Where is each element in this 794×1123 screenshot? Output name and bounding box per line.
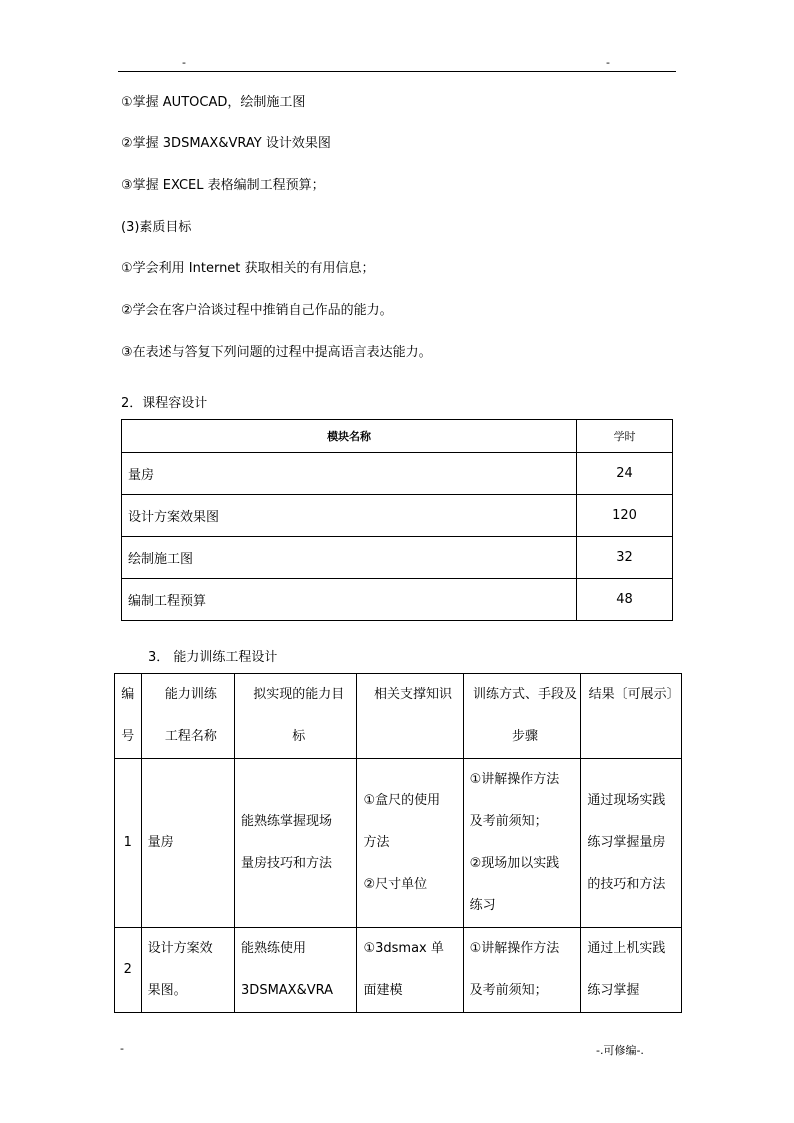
module-name-cell: 绘制施工图 bbox=[122, 537, 577, 579]
table-row bbox=[115, 759, 682, 928]
hours-header: 学时 bbox=[577, 420, 673, 453]
row-no-cell: 2 bbox=[115, 928, 142, 1013]
paragraph-internet: ①学会利用 Internet 获取相关的有用信息； bbox=[121, 261, 375, 276]
header-knowledge bbox=[357, 674, 463, 759]
project-name-cell bbox=[141, 759, 234, 928]
paragraph-autocad: ①掌握 AUTOCAD，绘制施工图 bbox=[121, 95, 306, 110]
cell-line: 练习掌握 bbox=[587, 983, 640, 998]
knowledge-cell bbox=[357, 928, 463, 1013]
cell-line: 面建模 bbox=[363, 983, 403, 998]
cell-line: 量房技巧和方法 bbox=[241, 856, 333, 871]
header-left-mark: - bbox=[182, 56, 186, 69]
header-text: 标 bbox=[292, 729, 306, 744]
cell-line: ①3dsmax 单 bbox=[363, 941, 444, 956]
result-cell bbox=[581, 759, 682, 928]
header-text: 相关支撑知识 bbox=[374, 687, 453, 702]
project-name-cell bbox=[141, 928, 234, 1013]
module-name-cell: 编制工程预算 bbox=[122, 579, 577, 621]
training-project-table bbox=[114, 673, 682, 1013]
course-content-table bbox=[121, 419, 673, 621]
cell-line: 及考前须知； bbox=[469, 814, 548, 829]
cell-line: 设计方案效 bbox=[147, 941, 213, 956]
module-name-header: 模块名称 bbox=[122, 420, 577, 453]
cell-line: 能熟练掌握现场 bbox=[241, 814, 333, 829]
knowledge-cell bbox=[357, 759, 463, 928]
paragraph-quality-goal: (3)素质目标 bbox=[121, 220, 192, 235]
cell-line: 通过上机实践 bbox=[587, 941, 666, 956]
header-text: 工程名称 bbox=[164, 729, 217, 744]
paragraph-client: ②学会在客户洽谈过程中推销自己作品的能力。 bbox=[121, 303, 393, 318]
cell-line: ①盒尺的使用 bbox=[363, 793, 441, 808]
cell-line: 方法 bbox=[363, 835, 390, 850]
header-rule bbox=[118, 71, 676, 72]
cell-line: 通过现场实践 bbox=[587, 793, 666, 808]
cell-line: 练习 bbox=[469, 898, 496, 913]
header-no bbox=[115, 674, 142, 759]
table-header-row bbox=[115, 674, 682, 759]
cell-line: 练习掌握量房 bbox=[587, 835, 666, 850]
module-name-cell: 设计方案效果图 bbox=[122, 495, 577, 537]
header-text: 训练方式、手段及 bbox=[472, 687, 577, 702]
header-text: 号 bbox=[121, 729, 135, 744]
header-project-name bbox=[141, 674, 234, 759]
cell-line: ②尺寸单位 bbox=[363, 877, 428, 892]
section-3-title: 3． 能力训练工程设计 bbox=[148, 650, 278, 665]
row-no-cell: 1 bbox=[115, 759, 142, 928]
cell-line: 量房 bbox=[147, 835, 174, 850]
header-ability-goal bbox=[235, 674, 357, 759]
cell-line: 的技巧和方法 bbox=[587, 877, 666, 892]
paragraph-3dsmax: ②掌握 3DSMAX&VRAY 设计效果图 bbox=[121, 136, 331, 151]
header-right-mark: - bbox=[606, 56, 610, 69]
table-header-row bbox=[122, 420, 673, 453]
module-name-cell: 量房 bbox=[122, 453, 577, 495]
paragraph-expression: ③在表述与答复下列问题的过程中提高语言表达能力。 bbox=[121, 345, 432, 360]
header-result bbox=[581, 674, 682, 759]
footer-left-mark: - bbox=[120, 1042, 124, 1055]
cell-line: 果图。 bbox=[147, 983, 187, 998]
table-row bbox=[122, 579, 673, 621]
header-method bbox=[463, 674, 581, 759]
header-text: 步骤 bbox=[511, 729, 538, 744]
header-text: 结果〔可展示〕 bbox=[588, 687, 680, 702]
section-2-title: 2．课程容设计 bbox=[121, 396, 208, 411]
method-cell bbox=[463, 759, 581, 928]
header-text: 拟实现的能力目 bbox=[253, 687, 345, 702]
cell-line: 3DSMAX&VRA bbox=[241, 983, 334, 998]
cell-line: ①讲解操作方法 bbox=[469, 941, 560, 956]
paragraph-excel: ③掌握 EXCEL 表格编制工程预算； bbox=[121, 178, 325, 193]
cell-line: ②现场加以实践 bbox=[469, 856, 560, 871]
footer-editable-note: -.可修编-. bbox=[596, 1044, 644, 1057]
hours-cell: 32 bbox=[577, 537, 673, 579]
hours-cell: 48 bbox=[577, 579, 673, 621]
ability-goal-cell bbox=[235, 928, 357, 1013]
hours-cell: 120 bbox=[577, 495, 673, 537]
table-row bbox=[122, 495, 673, 537]
header-text: 编 bbox=[121, 687, 135, 702]
result-cell bbox=[581, 928, 682, 1013]
table-row bbox=[115, 928, 682, 1013]
cell-line: 能熟练使用 bbox=[241, 941, 307, 956]
table-row bbox=[122, 453, 673, 495]
ability-goal-cell bbox=[235, 759, 357, 928]
hours-cell: 24 bbox=[577, 453, 673, 495]
table-row bbox=[122, 537, 673, 579]
cell-line: ①讲解操作方法 bbox=[469, 772, 560, 787]
cell-line: 及考前须知； bbox=[469, 983, 548, 998]
header-text: 能力训练 bbox=[164, 687, 217, 702]
method-cell bbox=[463, 928, 581, 1013]
